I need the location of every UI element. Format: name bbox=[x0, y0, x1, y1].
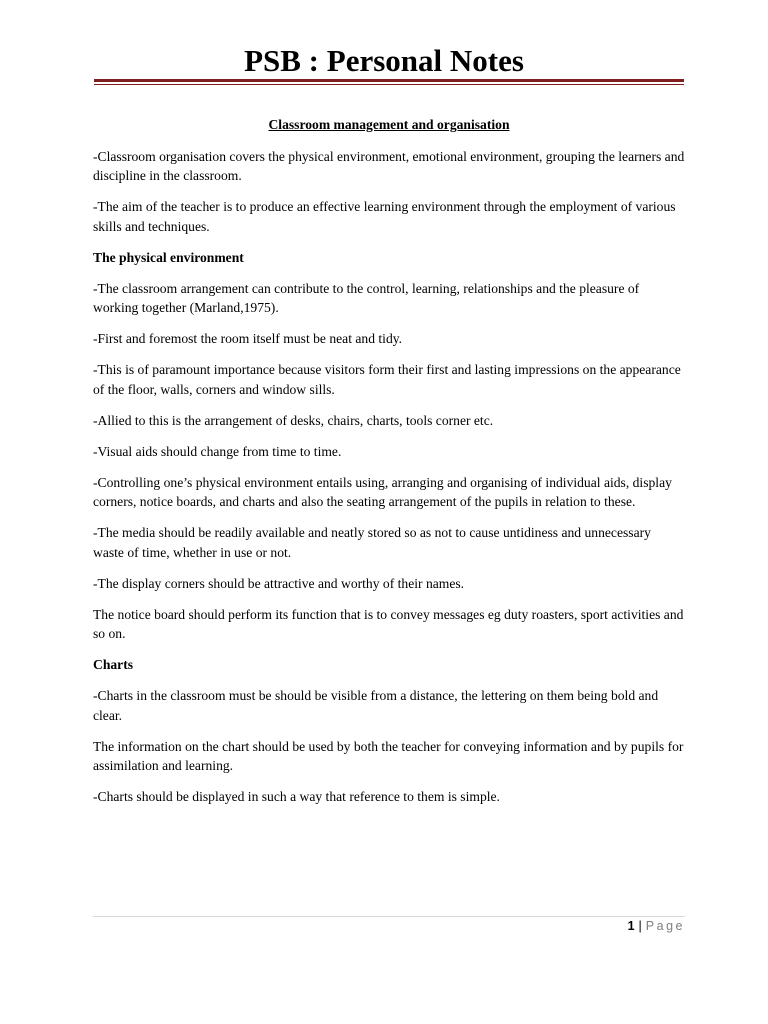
paragraph: The notice board should perform its function that is to convey messages eg duty roasters, sport activities and so on. bbox=[93, 606, 684, 641]
page-number: 1 bbox=[627, 919, 635, 933]
document-body bbox=[93, 115, 685, 818]
paragraph: -Classroom organisation covers the physical environment, emotional environment, grouping the learners and discipline in the classroom. bbox=[93, 148, 685, 183]
paragraph: The information on the chart should be used by both the teacher for conveying information and by pupils for assimilation and learning. bbox=[93, 738, 684, 773]
paragraph: -Charts should be displayed in such a way that reference to them is simple. bbox=[93, 789, 500, 804]
paragraph: -This is of paramount importance because visitors form their first and lasting impressions on the appearance of the floor, walls, corners and window sills. bbox=[93, 362, 681, 397]
header-rule-thin bbox=[94, 84, 684, 85]
paragraph: -Allied to this is the arrangement of desks, chairs, charts, tools corner etc. bbox=[93, 412, 494, 428]
page-label: Page bbox=[645, 919, 685, 933]
paragraph: -Controlling one’s physical environment entails using, arranging and organising of individual aids, display corners, notice boards, and charts and also the seating arrangement of the pupils in relation to these. bbox=[93, 474, 672, 509]
paragraph: -The media should be readily available and neatly stored so as not to cause untidiness and unnecessary waste of time, whether in use or not. bbox=[93, 525, 651, 560]
paragraph: -The aim of the teacher is to produce an effective learning environment through the employment of various skills and techniques. bbox=[93, 199, 676, 234]
subheading-charts: Charts bbox=[93, 657, 134, 672]
page-separator: | bbox=[638, 919, 642, 933]
paragraph: -The display corners should be attractive and worthy of their names. bbox=[93, 575, 465, 591]
section-title: Classroom management and organisation bbox=[268, 117, 510, 132]
paragraph: -Visual aids should change from time to time. bbox=[93, 443, 342, 459]
subheading-physical-environment: The physical environment bbox=[93, 249, 244, 265]
paragraph: -Charts in the classroom must be should be visible from a distance, the lettering on them being bold and clear. bbox=[93, 688, 659, 723]
paragraph: -The classroom arrangement can contribute to the control, learning, relationships and the pleasure of working together (Marland,1975). bbox=[93, 280, 640, 315]
paragraph: -First and foremost the room itself must be neat and tidy. bbox=[93, 331, 403, 346]
page-footer bbox=[628, 918, 685, 934]
footer-rule bbox=[93, 916, 685, 917]
header-rule-thick bbox=[94, 79, 684, 82]
page-header-title: PSB : Personal Notes bbox=[244, 43, 524, 78]
